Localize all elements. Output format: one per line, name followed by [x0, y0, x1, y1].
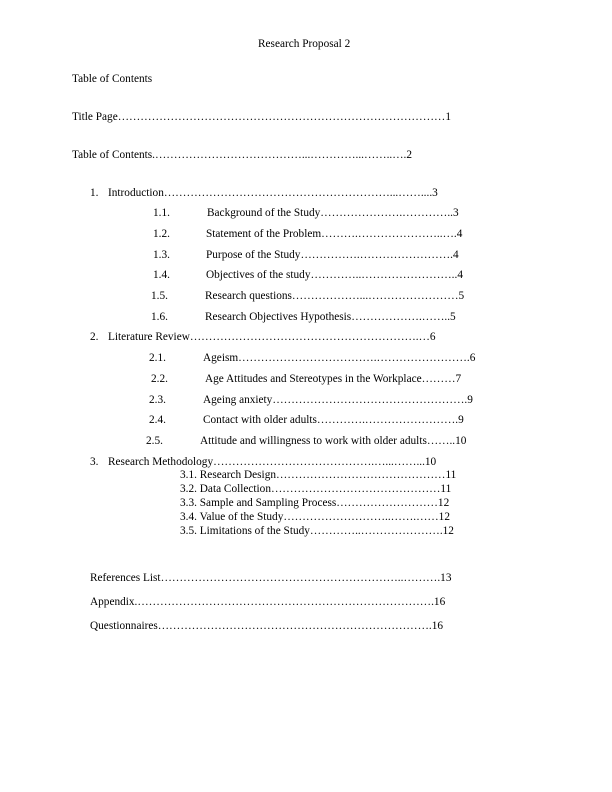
- toc-heading: Table of Contents: [72, 73, 153, 85]
- toc-subsection-3-3: 3.3. Sample and Sampling Process………………………12: [180, 497, 450, 509]
- subsection-text: Contact with older adults………….…………………….9: [203, 414, 464, 426]
- toc-subsection-1-2: [153, 227, 462, 241]
- toc-subsection-3-4: 3.4. Value of the Study………………………..…….……12: [180, 511, 450, 523]
- toc-subsection-3-5: 3.5. Limitations of the Study…………..………………….12: [180, 525, 454, 537]
- section-number: 1.: [90, 187, 99, 199]
- subsection-text: Ageing anxiety…………………………………………….9: [203, 394, 473, 406]
- subsection-number: 1.6.: [151, 311, 168, 323]
- toc-subsection-2-3: [149, 393, 473, 407]
- section-number: 3.: [90, 456, 99, 468]
- section-text: Introduction……………………………………………………...……....3: [108, 187, 438, 199]
- toc-entry-table-of-contents: Table of Contents.…………………………………...…………...……..….2: [72, 149, 412, 161]
- subsection-number: 2.3.: [149, 394, 166, 406]
- toc-entry-references: References List………………………………………………………..……….13: [90, 572, 452, 584]
- subsection-number: 2.5.: [146, 435, 163, 447]
- toc-subsection-2-1: [149, 351, 475, 365]
- toc-section-1: [90, 186, 438, 200]
- subsection-number: 2.1.: [149, 352, 166, 364]
- section-text: Literature Review…………………………………………………….…6: [108, 331, 436, 343]
- subsection-text: Purpose of the Study…………….…………………….4: [206, 249, 459, 261]
- subsection-number: 1.4.: [153, 269, 170, 281]
- toc-subsection-1-1: [153, 206, 459, 220]
- toc-subsection-1-4: [153, 268, 463, 282]
- subsection-number: 1.3.: [153, 249, 170, 261]
- toc-subsection-2-2: [151, 372, 461, 386]
- page-header: Research Proposal 2: [258, 38, 351, 50]
- toc-entry-title-page: Title Page……………………………………………………………………………1: [72, 111, 451, 123]
- toc-subsection-1-6: [151, 310, 456, 324]
- subsection-text: Objectives of the study…………..……………………..4: [206, 269, 463, 281]
- toc-subsection-1-3: [153, 248, 459, 262]
- toc-subsection-3-2: 3.2. Data Collection………………………………………11: [180, 483, 452, 495]
- subsection-text: Statement of the Problem……….…………………..….4: [206, 228, 463, 240]
- subsection-number: 2.2.: [151, 373, 168, 385]
- subsection-text: Background of the Study………………….…………..3: [207, 207, 459, 219]
- toc-section-2: [90, 330, 436, 344]
- subsection-text: Ageism……………………………….…………………….6: [203, 352, 476, 364]
- subsection-number: 1.1.: [153, 207, 170, 219]
- toc-section-3: [90, 455, 436, 469]
- subsection-text: Research Objectives Hypothesis……………….……..5: [205, 311, 456, 323]
- toc-entry-appendix: Appendix.…………………………………………………………………….16: [90, 596, 446, 608]
- subsection-text: Age Attitudes and Stereotypes in the Workplace………7: [205, 373, 462, 385]
- section-text: Research Methodology…………………………………….…...……...10: [108, 456, 437, 468]
- toc-entry-questionnaires: Questionnaires……………………………………………………………….16: [90, 620, 444, 632]
- subsection-text: Attitude and willingness to work with older adults……..10: [200, 435, 467, 447]
- subsection-text: Research questions………………...……………………5: [205, 290, 465, 302]
- toc-subsection-2-5: [146, 434, 466, 448]
- section-number: 2.: [90, 331, 99, 343]
- toc-subsection-3-1: 3.1. Research Design………………………………………11: [180, 469, 457, 481]
- toc-subsection-1-5: [151, 289, 464, 303]
- subsection-number: 2.4.: [149, 414, 166, 426]
- toc-subsection-2-4: [149, 413, 464, 427]
- subsection-number: 1.2.: [153, 228, 170, 240]
- subsection-number: 1.5.: [151, 290, 168, 302]
